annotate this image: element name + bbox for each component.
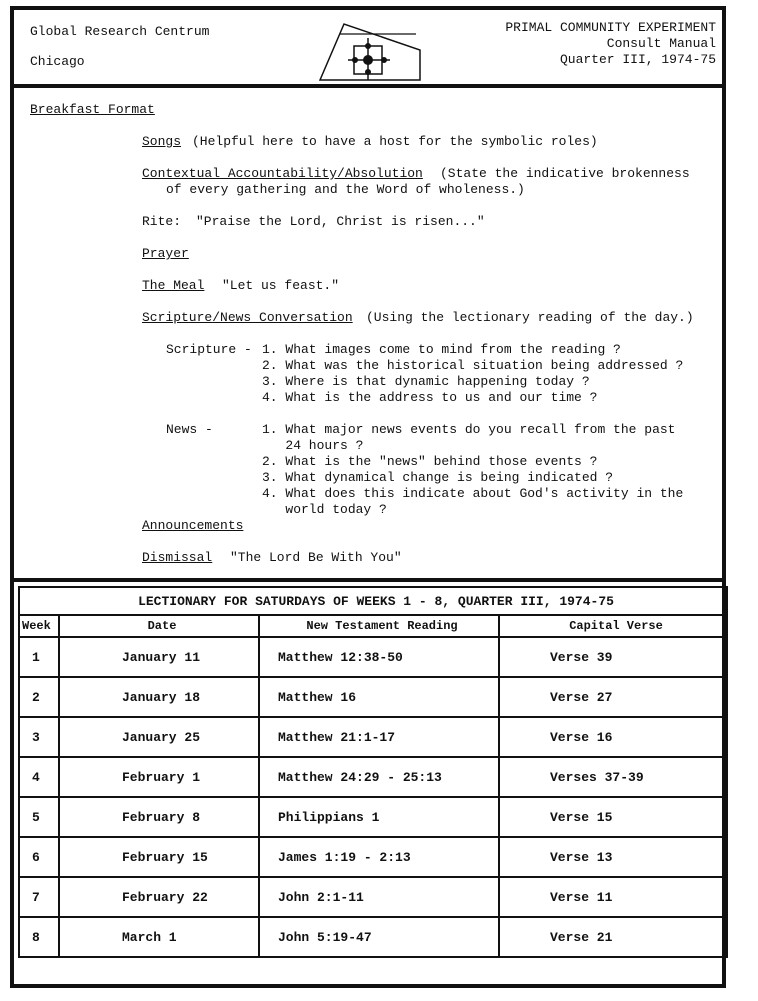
reading-cell: Philippians 1: [259, 797, 499, 837]
doc-subtitle: Consult Manual: [606, 36, 716, 51]
week-cell: 4: [19, 757, 59, 797]
dismissal-text: "The Lord Be With You": [230, 550, 402, 565]
table-caption: LECTIONARY FOR SATURDAYS OF WEEKS 1 - 8, QUARTER III, 1974-75: [19, 587, 727, 615]
col-header-date: Date: [59, 615, 259, 637]
reading-cell: Matthew 12:38-50: [259, 637, 499, 677]
week-cell: 1: [19, 637, 59, 677]
news-item: 3. What dynamical change is being indicated ?: [262, 470, 614, 485]
date-cell: February 15: [59, 837, 259, 877]
table-row: [19, 677, 727, 717]
scripture-news-label: Scripture/News Conversation: [142, 310, 353, 325]
date-cell: January 11: [59, 637, 259, 677]
verse-cell: Verse 39: [499, 637, 727, 677]
emblem-dot-bottom: [365, 69, 371, 75]
doc-quarter: Quarter III, 1974-75: [559, 52, 716, 67]
table-row: [19, 917, 727, 957]
week-cell: 6: [19, 837, 59, 877]
scripture-item: 3. Where is that dynamic happening today ?: [262, 374, 590, 389]
scripture-item: 4. What is the address to us and our time ?: [262, 390, 598, 405]
verse-cell: Verse 11: [499, 877, 727, 917]
emblem-dot-top: [365, 43, 371, 49]
reading-cell: John 5:19-47: [259, 917, 499, 957]
col-header-week: Week: [19, 615, 59, 637]
news-label: News -: [166, 422, 213, 437]
doc-title: PRIMAL COMMUNITY EXPERIMENT: [505, 20, 716, 35]
dismissal-label: Dismissal: [142, 550, 213, 565]
table-row: [19, 717, 727, 757]
reading-cell: James 1:19 - 2:13: [259, 837, 499, 877]
week-cell: 3: [19, 717, 59, 757]
meal-text: "Let us feast.": [222, 278, 340, 293]
news-item: 24 hours ?: [262, 438, 364, 453]
prayer-label: Prayer: [142, 246, 189, 261]
scripture-item: 1. What images come to mind from the reading ?: [262, 342, 621, 357]
verse-cell: Verse 13: [499, 837, 727, 877]
col-header-verse: Capital Verse: [499, 615, 727, 637]
week-cell: 5: [19, 797, 59, 837]
emblem-logo: [318, 20, 422, 82]
table-row: [19, 637, 727, 677]
news-item: 1. What major news events do you recall from the past: [262, 422, 676, 437]
table-row: [19, 757, 727, 797]
songs-note: (Helpful here to have a host for the symbolic roles): [192, 134, 598, 149]
section-divider: [14, 578, 722, 582]
scripture-label: Scripture -: [166, 342, 252, 357]
verse-cell: Verse 21: [499, 917, 727, 957]
week-cell: 8: [19, 917, 59, 957]
verse-cell: Verse 15: [499, 797, 727, 837]
week-cell: 2: [19, 677, 59, 717]
city-name: Chicago: [30, 54, 85, 69]
col-header-reading: New Testament Reading: [259, 615, 499, 637]
date-cell: February 22: [59, 877, 259, 917]
date-cell: February 8: [59, 797, 259, 837]
rite-label: Rite:: [142, 214, 182, 229]
date-cell: February 1: [59, 757, 259, 797]
news-item: 4. What does this indicate about God's activity in the: [262, 486, 684, 501]
reading-cell: Matthew 24:29 - 25:13: [259, 757, 499, 797]
emblem-dot-left: [352, 57, 358, 63]
org-name: Global Research Centrum: [30, 24, 210, 39]
news-item: 2. What is the "news" behind those events ?: [262, 454, 598, 469]
reading-cell: Matthew 16: [259, 677, 499, 717]
table-row: [19, 797, 727, 837]
section-heading: Breakfast Format: [30, 102, 155, 117]
header-divider: [14, 84, 722, 88]
scripture-news-note: (Using the lectionary reading of the day.): [366, 310, 694, 325]
date-cell: January 25: [59, 717, 259, 757]
rite-text: "Praise the Lord, Christ is risen...": [196, 214, 485, 229]
emblem-dot-right: [381, 57, 387, 63]
verse-cell: Verses 37-39: [499, 757, 727, 797]
songs-label: Songs: [142, 134, 182, 149]
meal-label: The Meal: [142, 278, 205, 293]
announcements-label: Announcements: [142, 518, 244, 533]
accountability-note-cont: of every gathering and the Word of wholeness.): [166, 182, 525, 197]
emblem-dot-center: [363, 55, 373, 65]
lectionary-table: [18, 586, 728, 958]
table-row: [19, 877, 727, 917]
reading-cell: Matthew 21:1-17: [259, 717, 499, 757]
reading-cell: John 2:1-11: [259, 877, 499, 917]
date-cell: January 18: [59, 677, 259, 717]
verse-cell: Verse 16: [499, 717, 727, 757]
accountability-note: (State the indicative brokenness: [440, 166, 690, 181]
news-item: world today ?: [262, 502, 387, 517]
table-row: [19, 837, 727, 877]
accountability-label: Contextual Accountability/Absolution: [142, 166, 423, 181]
date-cell: March 1: [59, 917, 259, 957]
verse-cell: Verse 27: [499, 677, 727, 717]
scripture-item: 2. What was the historical situation being addressed ?: [262, 358, 684, 373]
week-cell: 7: [19, 877, 59, 917]
